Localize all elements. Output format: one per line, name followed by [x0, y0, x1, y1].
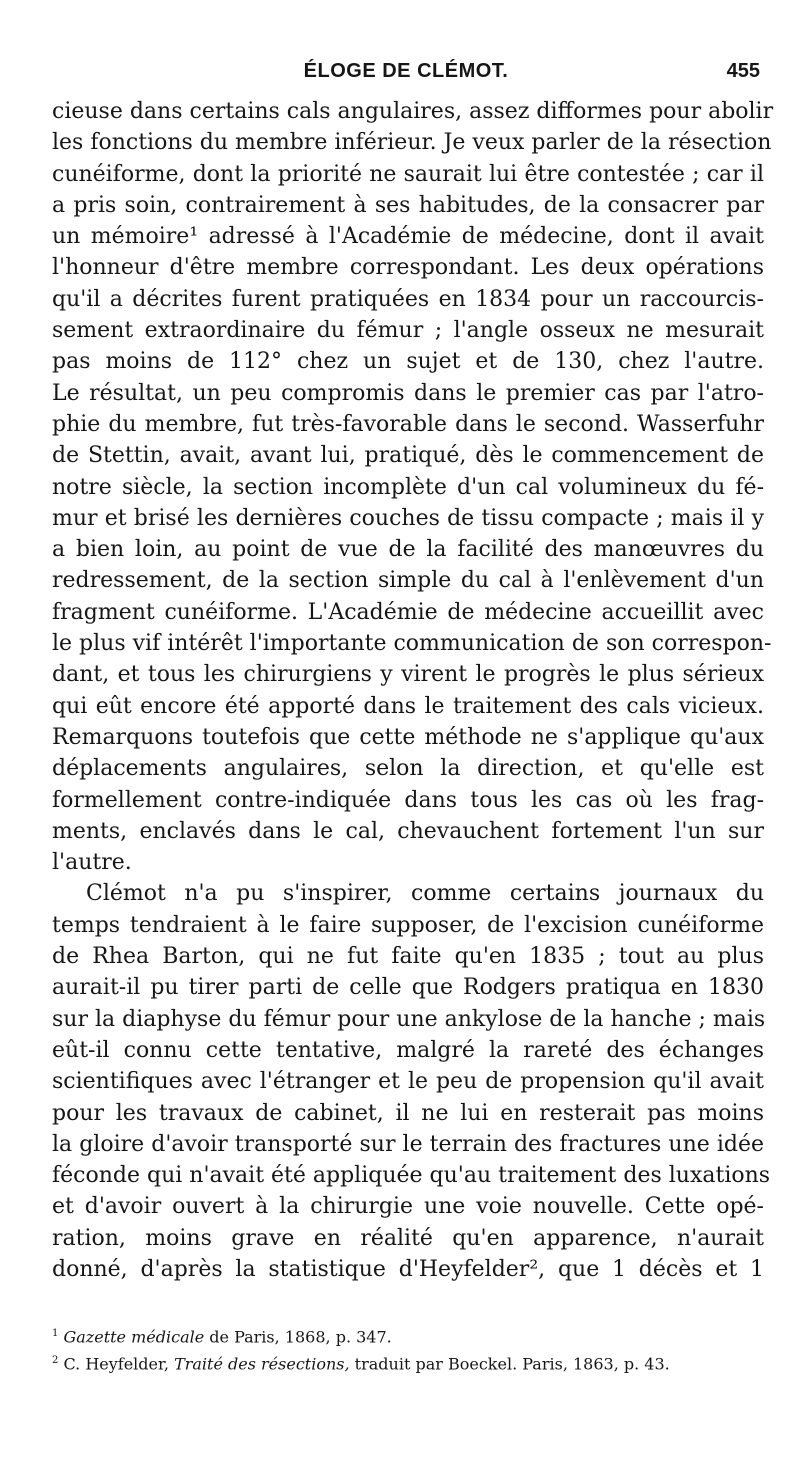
text-line: cieuse dans certains cals angulaires, assez difformes pour abolir — [52, 99, 774, 124]
text-line: pas moins de 112° chez un sujet et de 130, chez l'autre. — [52, 349, 764, 375]
footnote-text: de Paris, 1868, p. 347. — [204, 1327, 392, 1347]
text-line: sur la diaphyse du fémur pour une ankylose de la hanche ; mais — [52, 1006, 766, 1032]
text-line: pour les travaux de cabinet, il ne lui en resterait pas moins — [52, 1100, 764, 1126]
text-line: de Stettin, avait, avant lui, pratiqué, dès le commencement de — [52, 443, 764, 469]
text-line: les fonctions du membre inférieur. Je veux parler de la résection — [52, 130, 772, 156]
text-line: déplacements angulaires, selon la direction, et qu'elle est — [52, 756, 764, 782]
footnote-text: traduit par Boeckel. Paris, 1863, p. 43. — [349, 1354, 670, 1374]
footnote-title: Gazette médicale — [63, 1327, 205, 1347]
text-line: féconde qui n'avait été appliquée qu'au traitement des luxations — [52, 1163, 771, 1189]
text-line: mur et brisé les dernières couches de tissu compacte ; mais il y — [52, 505, 764, 531]
text-line: redressement, de la section simple du cal à l'enlèvement d'un — [52, 568, 764, 594]
paragraph-2 — [52, 878, 771, 1285]
text-line: et d'avoir ouvert à la chirurgie une voie nouvelle. Cette opé- — [52, 1194, 764, 1220]
footnote-2 — [52, 1349, 764, 1376]
text-line: qui eût encore été apporté dans le traitement des cals vicieux. — [52, 693, 764, 719]
text-line: Remarquons toutefois que cette méthode ne s'applique qu'aux — [52, 724, 764, 750]
text-line: temps tendraient à le faire supposer, de l'excision cunéiforme — [52, 912, 764, 938]
footnote-title: Traité des résections, — [174, 1354, 350, 1374]
text-line: de Rhea Barton, qui ne fut faite qu'en 1835 ; tout au plus — [52, 944, 764, 970]
footnote-author: C. Heyfelder, — [63, 1354, 175, 1374]
text-line: la gloire d'avoir transporté sur le terrain des fractures une idée — [52, 1131, 764, 1157]
text-line: un mémoire¹ adressé à l'Académie de médecine, dont il avait — [52, 224, 764, 250]
text-line: qu'il a décrites furent pratiquées en 1834 pour un raccourcis- — [52, 286, 764, 312]
text-line: Clémot n'a pu s'inspirer, comme certains journaux du — [86, 881, 764, 907]
page-header — [52, 58, 760, 88]
footnotes — [52, 1322, 764, 1377]
text-line: notre siècle, la section incomplète d'un cal volumineux du fé- — [52, 474, 764, 500]
text-line: donné, d'après la statistique d'Heyfelder², que 1 décès et 1 — [52, 1256, 764, 1282]
text-line: a bien loin, au point de vue de la facilité des manœuvres du — [52, 537, 764, 563]
text-line: ments, enclavés dans le cal, chevauchent fortement l'un sur — [52, 818, 764, 844]
page-number: 455 — [726, 60, 760, 82]
footnote-mark: 1 — [52, 1328, 59, 1339]
text-line: l'autre. — [52, 850, 132, 876]
text-line: cunéiforme, dont la priorité ne saurait lui être contestée ; car il — [52, 161, 764, 187]
running-title: ÉLOGE DE CLÉMOT. — [303, 60, 509, 82]
text-line: sement extraordinaire du fémur ; l'angle osseux ne mesurait — [52, 318, 764, 344]
text-line: a pris soin, contrairement à ses habitudes, de la consacrer par — [52, 192, 764, 218]
footnote-1 — [52, 1322, 764, 1349]
paragraph-1 — [52, 96, 774, 878]
body-text — [52, 96, 774, 1285]
text-line: eût-il connu cette tentative, malgré la rareté des échanges — [52, 1037, 764, 1063]
text-line: ration, moins grave en réalité qu'en apparence, n'aurait — [52, 1225, 764, 1251]
text-line: dant, et tous les chirurgiens y virent le progrès le plus sérieux — [52, 662, 764, 688]
text-line: le plus vif intérêt l'importante communication de son correspon- — [52, 631, 772, 657]
text-line: Le résultat, un peu compromis dans le premier cas par l'atro- — [52, 380, 764, 406]
footnote-mark: 2 — [52, 1355, 59, 1367]
text-line: fragment cunéiforme. L'Académie de médecine accueillit avec — [52, 599, 764, 625]
text-line: formellement contre-indiquée dans tous les cas où les frag- — [52, 787, 764, 813]
text-line: aurait-il pu tirer parti de celle que Rodgers pratiqua en 1830 — [52, 975, 764, 1001]
text-line: scientifiques avec l'étranger et le peu de propension qu'il avait — [52, 1069, 764, 1095]
text-line: l'honneur d'être membre correspondant. Les deux opérations — [52, 255, 764, 281]
text-line: phie du membre, fut très-favorable dans le second. Wasserfuhr — [52, 411, 764, 437]
